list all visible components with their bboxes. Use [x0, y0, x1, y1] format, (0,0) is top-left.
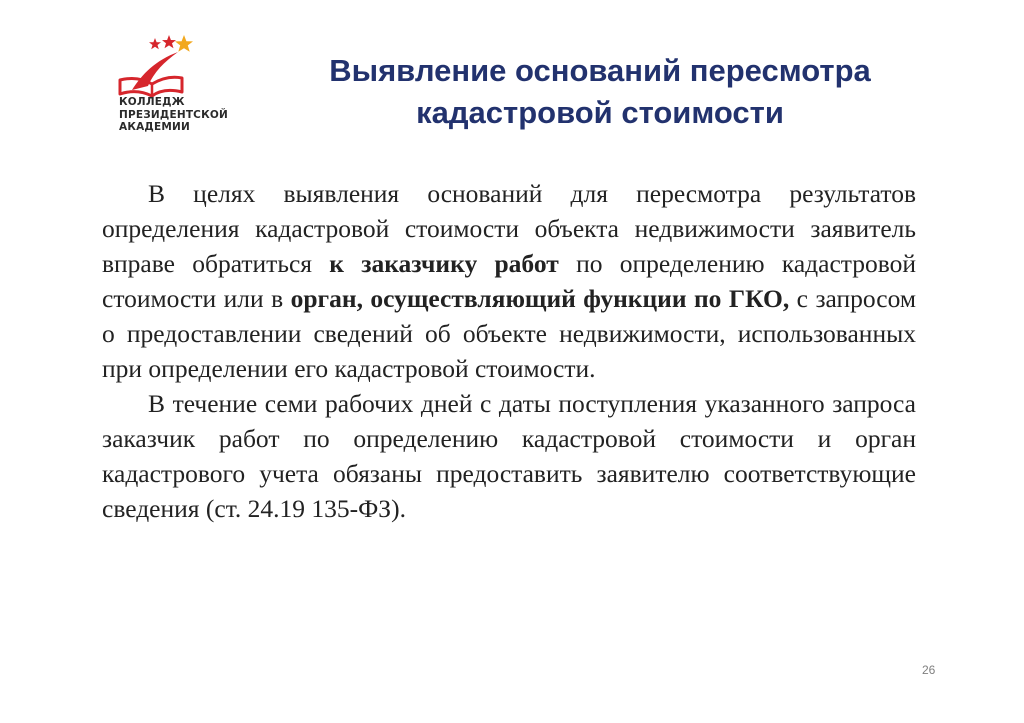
- slide-body: [102, 176, 916, 526]
- logo-line-1: КОЛЛЕДЖ: [119, 96, 185, 108]
- slide-title: [300, 50, 900, 134]
- logo-line-3: АКАДЕМИИ: [119, 121, 190, 133]
- red-star-icon: [162, 35, 176, 48]
- p1-text-1: В целях выявления оснований для пересмотра результатов определения кадастровой стоимости объекта недвижимости заявитель вправе обратиться: [102, 179, 916, 278]
- p1-text-2: по определению кадастровой стоимости или в: [102, 249, 916, 313]
- page-number: 26: [922, 663, 936, 677]
- p1-bold-authority: орган, осуществляющий функции по ГКО,: [290, 284, 790, 313]
- book-with-stars-logo-icon: [112, 34, 262, 98]
- title-line-1: Выявление оснований пересмотра: [329, 53, 871, 88]
- p1-text-3: с запросом о предоставлении сведений об объекте недвижимости, использованных при определении его кадастровой стоимости.: [102, 284, 917, 383]
- red-star-small-icon: [149, 38, 161, 49]
- title-line-2: кадастровой стоимости: [416, 95, 784, 130]
- logo-text: [119, 96, 228, 134]
- logo-line-2: ПРЕЗИДЕНТСКОЙ: [119, 108, 228, 121]
- college-logo: [112, 34, 262, 134]
- gold-star-icon: [175, 35, 193, 52]
- paragraph-1: [102, 176, 916, 386]
- p1-bold-customer: к заказчику работ: [329, 249, 559, 278]
- paragraph-2: В течение семи рабочих дней с даты поступления указанного запроса заказчик работ по определению кадастровой стоимости и орган кадастрового учета обязаны предоставить заявителю соответствующие сведения (ст. 24.19 135-ФЗ).: [102, 389, 916, 523]
